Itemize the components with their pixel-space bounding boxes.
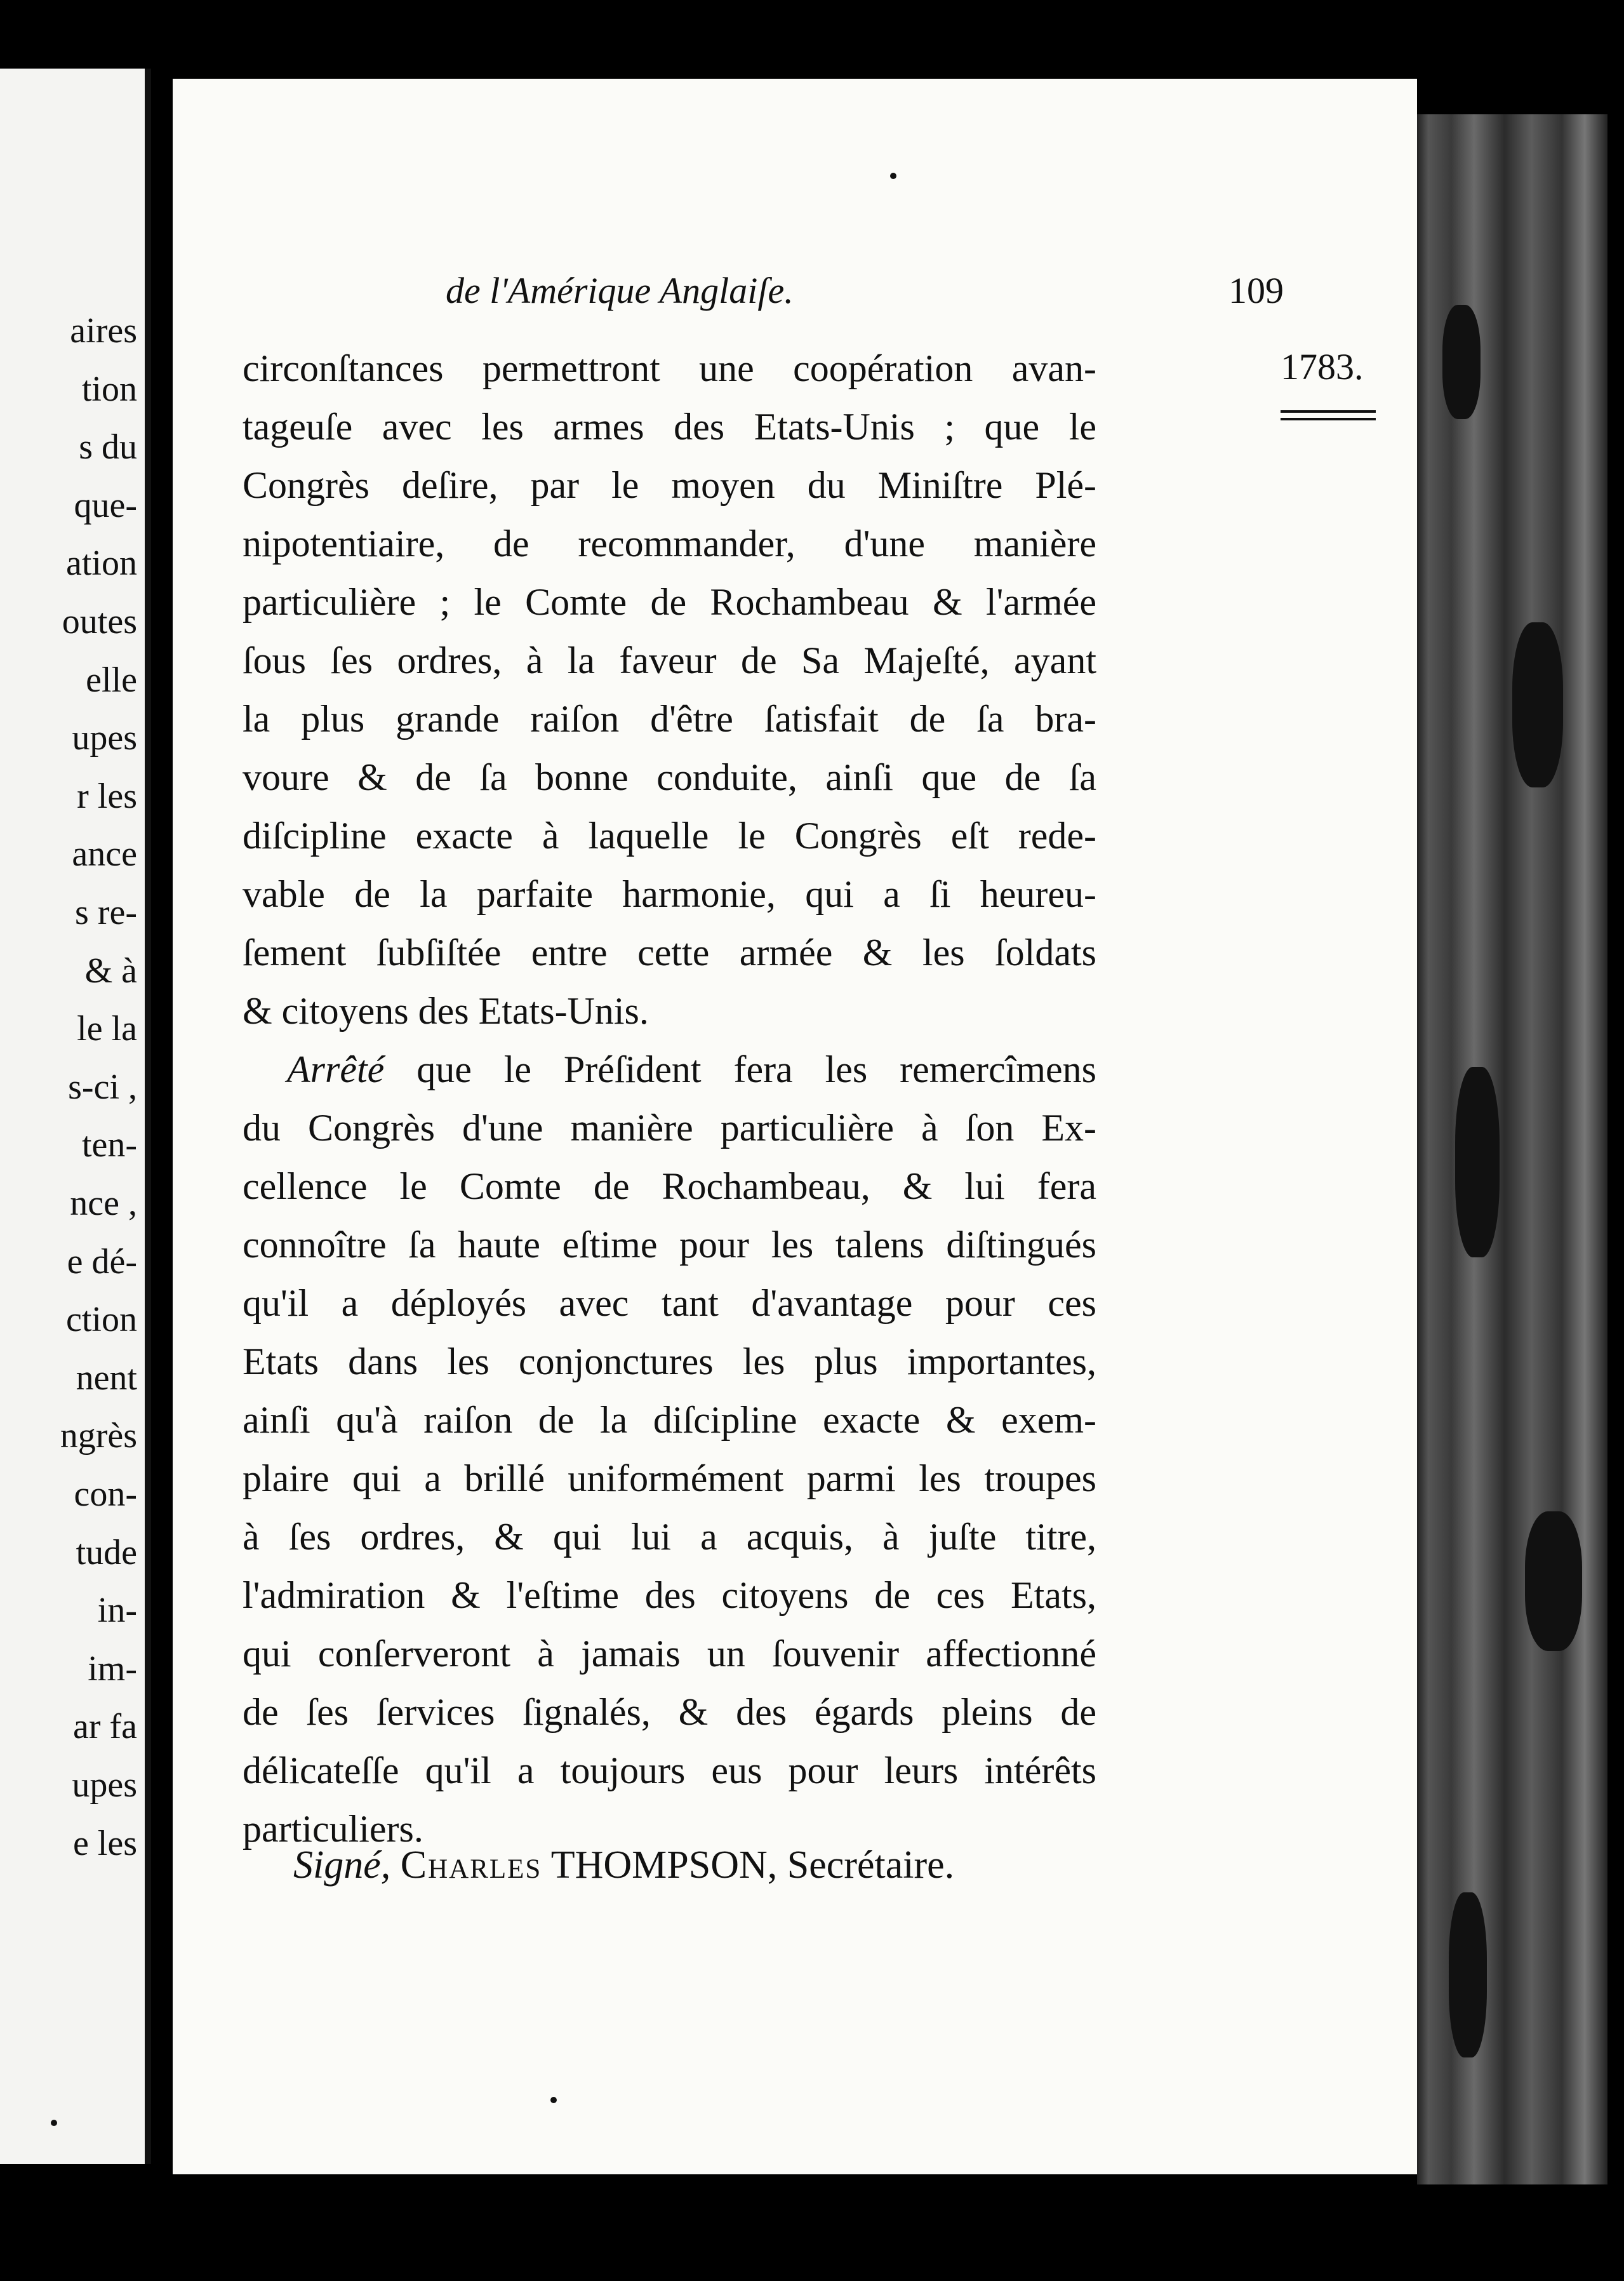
text-line: délicateſſe qu'il a toujours eus pour leurs intérêts xyxy=(243,1749,1096,1791)
left-page-fragment-line: e les xyxy=(72,1823,137,1863)
left-page-fragment-line: que- xyxy=(74,485,137,525)
text-line: ſous ſes ordres, à la faveur de Sa Majeſté, ayant xyxy=(243,639,1096,681)
text-line: ſement ſubſiſtée entre cette armée & les ſoldats xyxy=(243,932,1096,973)
left-page-fragment-line: r les xyxy=(77,776,137,816)
left-page-fragment-line: le la xyxy=(77,1009,137,1049)
text-line: l'admiration & l'eſtime des citoyens de ces Etats, xyxy=(243,1574,1096,1616)
text-line: la plus grande raiſon d'être ſatisfait de ſa bra- xyxy=(243,698,1096,740)
arrete-word: Arrêté xyxy=(287,1048,385,1090)
text-line: Etats dans les conjonctures les plus importantes, xyxy=(243,1341,1096,1382)
left-page-fragment-line: ction xyxy=(66,1300,137,1340)
left-page-fragment-line: in- xyxy=(97,1591,137,1631)
binding-stain xyxy=(1455,1067,1500,1257)
ink-speck xyxy=(51,2120,57,2126)
left-page-fragment-line: outes xyxy=(62,602,137,641)
left-page-fragment-line: s du xyxy=(79,427,137,467)
body-text xyxy=(243,339,1096,1858)
text-line: voure & de ſa bonne conduite, ainſi que de ſa xyxy=(243,756,1096,798)
binding-stain xyxy=(1442,305,1481,419)
left-page-fragment xyxy=(0,69,151,2164)
paragraph-opening-line xyxy=(243,1040,1096,1099)
text-line: plaire qui a brillé uniformément parmi les troupes xyxy=(243,1457,1096,1499)
signature-label: Signé, xyxy=(293,1843,391,1887)
left-page-fragment-line: & à xyxy=(84,951,137,991)
page-header xyxy=(446,269,1284,326)
book-page xyxy=(173,79,1417,2174)
text-line: particulière ; le Comte de Rochambeau & l'armée xyxy=(243,581,1096,623)
text-line: de ſes ſervices ſignalés, & des égards pleins de xyxy=(243,1691,1096,1733)
text-line: & citoyens des Etats-Unis. xyxy=(243,990,649,1032)
left-page-fragment-line: nce , xyxy=(70,1184,137,1223)
margin-rule-top xyxy=(1281,410,1376,413)
left-page-fragment-line: con- xyxy=(74,1475,137,1514)
book-binding xyxy=(1417,114,1607,2184)
text-line: nipotentiaire, de recommander, d'une manière xyxy=(243,523,1096,565)
text-line: particuliers. xyxy=(243,1808,423,1850)
ink-speck xyxy=(890,173,896,179)
signature-first-name: Charles xyxy=(400,1843,542,1887)
ink-speck xyxy=(550,2097,557,2103)
page-number: 109 xyxy=(1228,270,1284,311)
text-line: circonſtances permettront une coopération avan- xyxy=(243,347,1096,389)
text-line: diſcipline exacte à laquelle le Congrès eſt rede- xyxy=(243,815,1096,857)
margin-year: 1783. xyxy=(1281,346,1364,387)
left-page-fragment-line: e dé- xyxy=(67,1241,137,1281)
text-line: cellence le Comte de Rochambeau, & lui fera xyxy=(243,1165,1096,1207)
text-line: vable de la parfaite harmonie, qui a ſi heureu- xyxy=(243,873,1096,915)
binding-stain xyxy=(1512,622,1563,787)
text-line: ainſi qu'à raiſon de la diſcipline exacte & exem- xyxy=(243,1399,1096,1441)
text-line: à ſes ordres, & qui lui a acquis, à juſte titre, xyxy=(243,1516,1096,1558)
text-line: qu'il a déployés avec tant d'avantage pour ces xyxy=(243,1282,1096,1324)
left-page-fragment-line: s-ci , xyxy=(68,1067,137,1107)
signature-line xyxy=(293,1843,954,1888)
left-page-fragment-line: ngrès xyxy=(60,1416,137,1456)
binding-stain xyxy=(1525,1511,1582,1651)
left-page-fragment-line: elle xyxy=(86,660,137,700)
running-title: de l'Amérique Anglaiſe. xyxy=(446,270,794,311)
text-line: Congrès deſire, par le moyen du Miniſtre Plé- xyxy=(243,464,1096,506)
left-page-fragment-line: upes xyxy=(72,718,137,758)
left-page-fragment-line: ten- xyxy=(81,1125,137,1165)
left-page-fragment-line: ance xyxy=(72,834,137,874)
left-page-fragment-line: aires xyxy=(70,311,137,351)
left-page-fragment-line: s re- xyxy=(75,893,137,932)
text-line: connoître ſa haute eſtime pour les talens diſtingués xyxy=(243,1224,1096,1266)
text-line: tageuſe avec les armes des Etats-Unis ; que le xyxy=(243,406,1096,448)
text-line: du Congrès d'une manière particulière à ſon Ex- xyxy=(243,1107,1096,1149)
left-page-fragment-line: ar fa xyxy=(72,1707,137,1747)
opening-line-rest: que le Préſident fera les remercîmens xyxy=(416,1048,1096,1090)
binding-stain xyxy=(1449,1892,1487,2057)
margin-rule-bottom xyxy=(1281,418,1376,420)
left-page-fragment-line: tion xyxy=(81,369,137,409)
signature-title: , Secrétaire. xyxy=(767,1843,955,1887)
left-page-fragment-line: im- xyxy=(88,1649,137,1689)
left-page-fragment-line: tude xyxy=(76,1532,137,1572)
left-page-fragment-line: ation xyxy=(66,544,137,584)
signature-last-name: THOMPSON xyxy=(550,1843,768,1887)
text-line: qui conſerveront à jamais un ſouvenir affectionné xyxy=(243,1633,1096,1675)
left-page-fragment-line: nent xyxy=(76,1358,137,1398)
left-page-fragment-line: upes xyxy=(72,1765,137,1805)
